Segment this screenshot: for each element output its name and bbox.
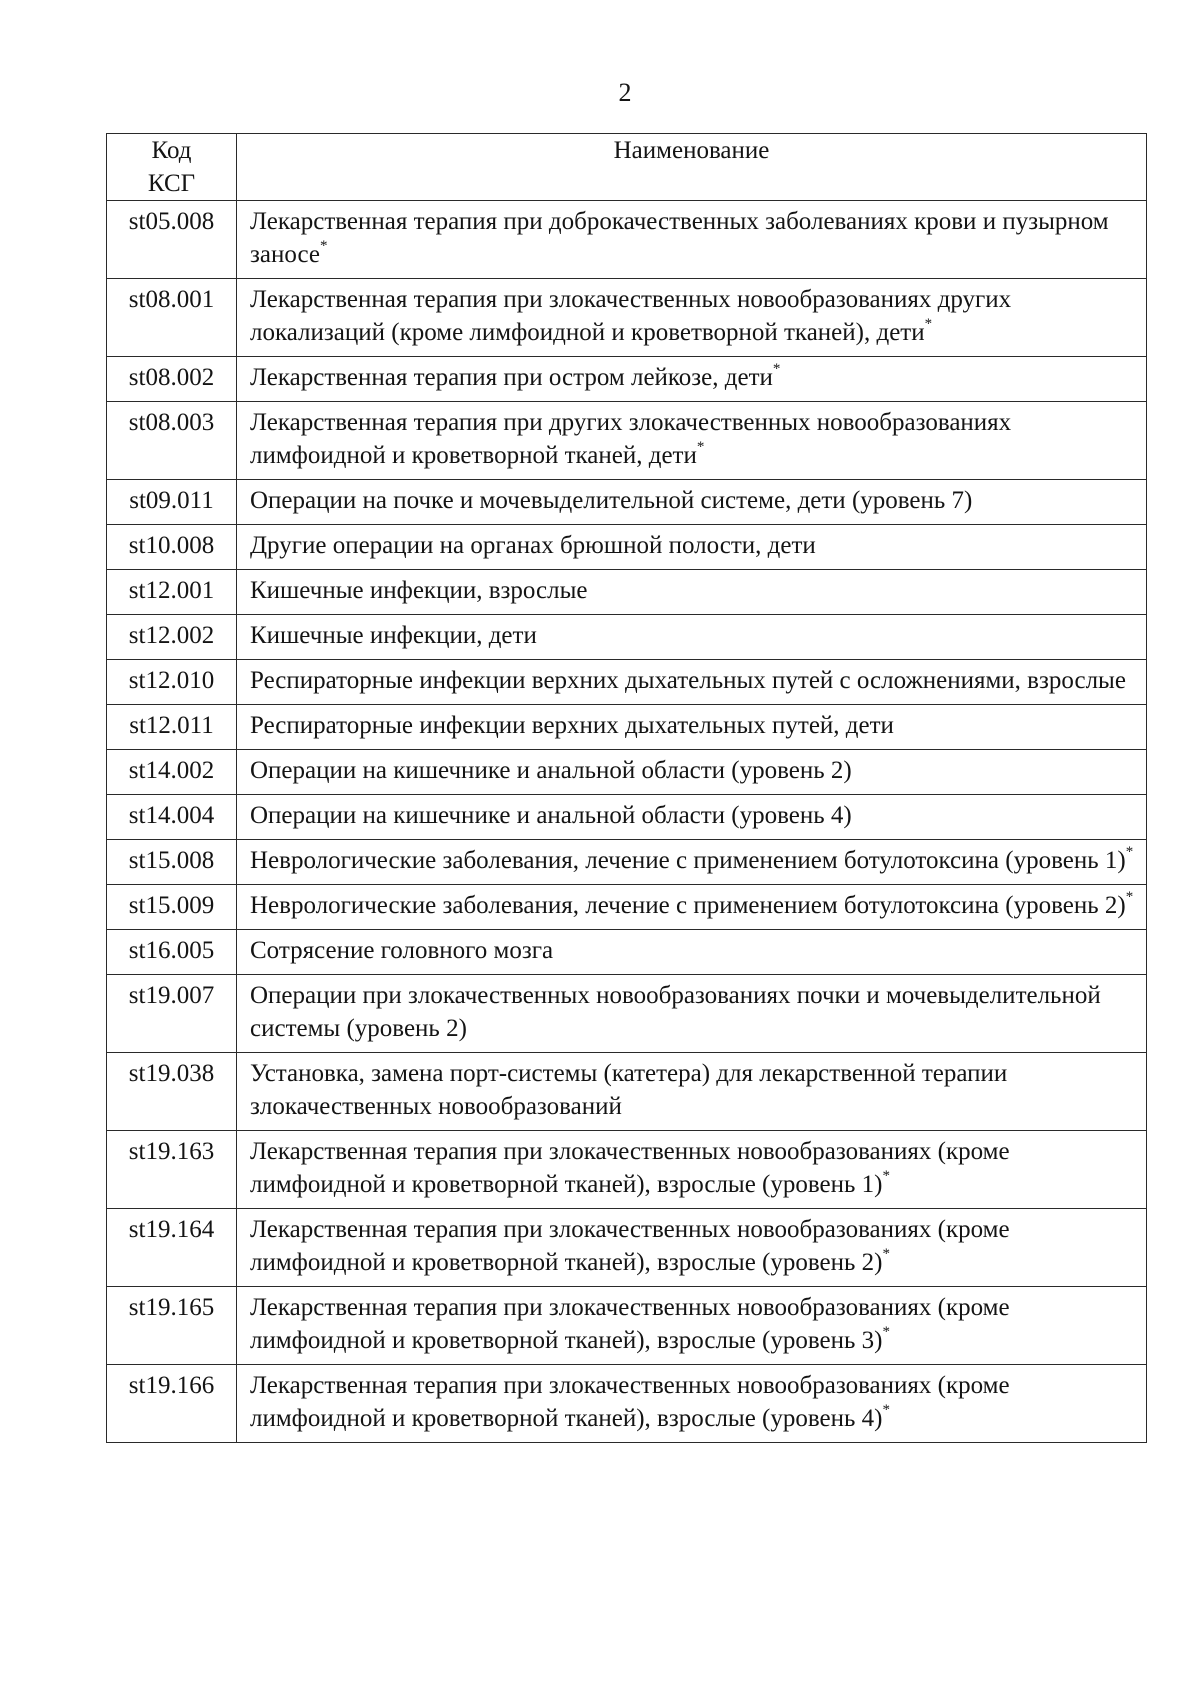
ksg-name-text: Лекарственная терапия при других злокачественных новообразованиях лимфоидной и кроветворной тканей, дети [250,409,1012,469]
table-row [107,570,1147,615]
ksg-code-cell: st12.002 [107,615,237,660]
ksg-code-cell: st14.004 [107,795,237,840]
footnote-marker: * [1125,844,1134,860]
table-row [107,525,1147,570]
ksg-code-cell: st14.002 [107,750,237,795]
ksg-code-cell: st08.002 [107,357,237,402]
header-code-line1: Код [151,137,192,164]
table-row [107,1209,1147,1287]
footnote-marker: * [882,1246,890,1262]
ksg-name-text: Лекарственная терапия при злокачественных новообразованиях (кроме лимфоидной и кроветворной тканей), взрослые (уровень 1) [250,1138,1010,1198]
table-row [107,279,1147,357]
table-row [107,705,1147,750]
ksg-code-cell: st08.003 [107,402,237,480]
footnote-marker: * [924,316,933,332]
table-row [107,930,1147,975]
ksg-name-text: Кишечные инфекции, взрослые [250,577,588,604]
table-row [107,201,1147,279]
table-row [107,1131,1147,1209]
page-number: 2 [618,78,632,107]
footnote-marker: * [772,361,781,377]
header-code [107,134,237,201]
header-code-line2: КСГ [147,170,196,197]
ksg-code-cell: st12.010 [107,660,237,705]
table-row [107,402,1147,480]
ksg-name-text: Лекарственная терапия при злокачественных новообразованиях (кроме лимфоидной и кроветворной тканей), взрослые (уровень 3) [250,1294,1010,1354]
ksg-name-cell [237,279,1147,357]
ksg-name-text: Операции при злокачественных новообразованиях почки и мочевыделительной системы (уровень 2) [250,982,1101,1042]
footnote-marker: * [882,1168,890,1184]
ksg-name-text: Операции на кишечнике и анальной области (уровень 4) [250,802,852,829]
ksg-name-cell [237,1209,1147,1287]
ksg-name-cell [237,930,1147,975]
table-row [107,750,1147,795]
ksg-name-cell [237,750,1147,795]
ksg-name-cell [237,795,1147,840]
ksg-name-cell [237,357,1147,402]
ksg-name-text: Кишечные инфекции, дети [250,622,537,649]
ksg-code-cell: st05.008 [107,201,237,279]
table-header-row [107,134,1147,201]
ksg-name-text: Лекарственная терапия при злокачественных новообразованиях других локализаций (кроме лимфоидной и кроветворной тканей), дети [250,286,1012,346]
table-row [107,975,1147,1053]
ksg-name-text: Операции на кишечнике и анальной области (уровень 2) [250,757,852,784]
table-row [107,1365,1147,1443]
footnote-marker: * [696,439,705,455]
ksg-name-text: Респираторные инфекции верхних дыхательных путей, дети [250,712,894,739]
ksg-name-cell [237,660,1147,705]
ksg-name-text: Сотрясение головного мозга [250,937,554,964]
footnote-marker: * [882,1324,890,1340]
ksg-code-cell: st19.164 [107,1209,237,1287]
ksg-code-cell: st08.001 [107,279,237,357]
ksg-code-cell: st15.008 [107,840,237,885]
ksg-code-cell: st19.007 [107,975,237,1053]
ksg-name-cell [237,402,1147,480]
ksg-code-cell: st10.008 [107,525,237,570]
table-row [107,840,1147,885]
ksg-name-text: Неврологические заболевания, лечение с применением ботулотоксина (уровень 1) [250,847,1126,874]
ksg-name-cell [237,1287,1147,1365]
ksg-name-cell [237,1365,1147,1443]
table-row [107,795,1147,840]
ksg-code-cell: st19.165 [107,1287,237,1365]
ksg-name-cell [237,480,1147,525]
ksg-code-cell: st19.038 [107,1053,237,1131]
ksg-name-cell [237,885,1147,930]
table-row [107,1053,1147,1131]
ksg-name-text: Неврологические заболевания, лечение с применением ботулотоксина (уровень 2) [250,892,1126,919]
ksg-name-text: Лекарственная терапия при остром лейкозе, дети [250,364,773,391]
ksg-name-cell [237,615,1147,660]
ksg-name-text: Лекарственная терапия при доброкачественных заболеваниях крови и пузырном заносе [250,208,1109,268]
ksg-name-cell [237,201,1147,279]
ksg-name-cell [237,705,1147,750]
ksg-name-cell [237,840,1147,885]
ksg-name-text: Лекарственная терапия при злокачественных новообразованиях (кроме лимфоидной и кроветворной тканей), взрослые (уровень 4) [250,1372,1010,1432]
ksg-name-text: Установка, замена порт-системы (катетера) для лекарственной терапии злокачественных новообразований [250,1060,1008,1120]
ksg-name-text: Другие операции на органах брюшной полости, дети [250,532,816,559]
ksg-name-cell [237,1053,1147,1131]
table-row [107,357,1147,402]
ksg-name-text: Респираторные инфекции верхних дыхательных путей с осложнениями, взрослые [250,667,1126,694]
ksg-name-text: Операции на почке и мочевыделительной системе, дети (уровень 7) [250,487,973,514]
footnote-marker: * [1125,889,1134,905]
table-row [107,480,1147,525]
ksg-code-cell: st12.011 [107,705,237,750]
ksg-name-text: Лекарственная терапия при злокачественных новообразованиях (кроме лимфоидной и кроветворной тканей), взрослые (уровень 2) [250,1216,1010,1276]
ksg-table [106,133,1147,1443]
ksg-code-cell: st12.001 [107,570,237,615]
table-body [107,201,1147,1443]
header-name: Наименование [237,134,1147,201]
ksg-code-cell: st19.166 [107,1365,237,1443]
table-row [107,1287,1147,1365]
table-row [107,885,1147,930]
ksg-code-cell: st19.163 [107,1131,237,1209]
ksg-name-cell [237,1131,1147,1209]
ksg-code-cell: st15.009 [107,885,237,930]
table-row [107,615,1147,660]
footnote-marker: * [319,238,328,254]
ksg-name-cell [237,975,1147,1053]
table-row [107,660,1147,705]
ksg-code-cell: st16.005 [107,930,237,975]
ksg-code-cell: st09.011 [107,480,237,525]
ksg-name-cell [237,525,1147,570]
ksg-name-cell [237,570,1147,615]
footnote-marker: * [882,1402,890,1418]
